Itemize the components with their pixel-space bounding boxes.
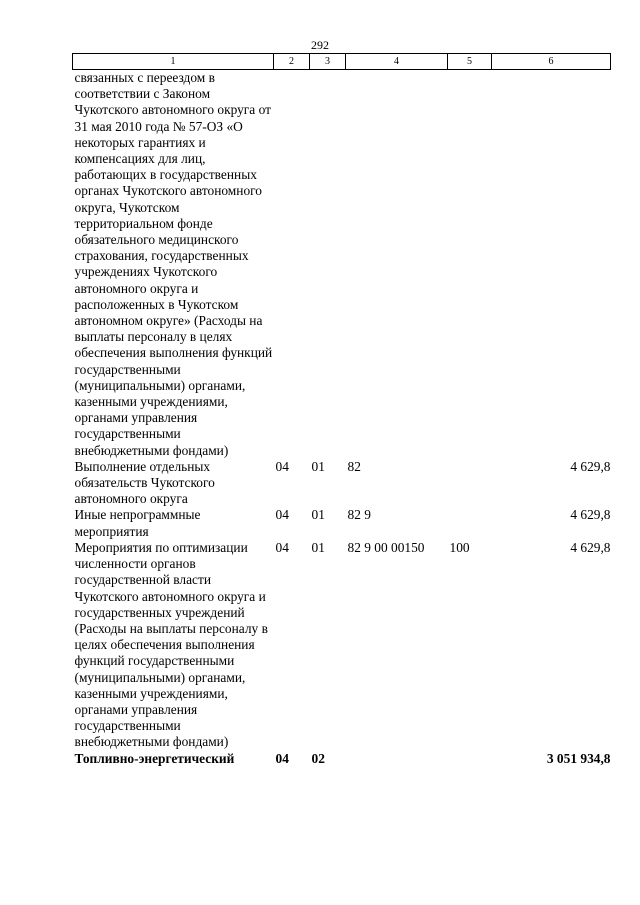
row-subsection: 01	[311, 507, 325, 523]
row-name: Топливно-энергетический	[74, 750, 235, 766]
row-amount: 4 629,8	[570, 539, 611, 555]
row-expense-type	[448, 507, 492, 539]
table-row	[73, 507, 611, 539]
row-name: связанных с переездом в соответствии с Законом Чукотского автономного округа от 31 мая 2010 года № 57-ОЗ «О некоторых гарантиях и компенсациях для лиц, работающих в государственных органах Чукотского автономного округа, Чукотском территориальном фонде обязательного медицинского страхования, государственных учреждениях Чукотского автономного округа и расположенных в Чукотском автономном округе» (Расходы на выплаты персоналу в целях обеспечения выполнения функций государственными (муниципальными) органами, казенными учреждениями, органами управления государственными внебюджетными фондами)	[74, 70, 273, 458]
row-amount: 4 629,8	[570, 507, 611, 523]
row-amount	[492, 70, 611, 459]
row-subsection	[310, 70, 346, 459]
table-row	[73, 70, 611, 459]
row-target-article: 82 9	[347, 507, 371, 523]
row-expense-type	[448, 751, 492, 767]
row-name: Мероприятия по оптимизации численности органов государственной власти Чукотского автономного округа и государственных учреждений (Расходы на выплаты персоналу в целях обеспечения выполнения функций государственными (муниципальными) органами, казенными учреждениями, органами управления государственными внебюджетными фондами)	[74, 539, 268, 750]
row-amount: 4 629,8	[570, 458, 611, 474]
table-row	[73, 751, 611, 767]
row-subsection: 02	[311, 750, 325, 766]
row-target-article: 82 9 00 00150	[347, 539, 425, 555]
header-row	[73, 54, 611, 70]
row-subsection: 01	[311, 539, 325, 555]
row-expense-type	[448, 459, 492, 508]
table-row	[73, 540, 611, 751]
page-number: 292	[311, 38, 329, 52]
header-col-5: 5	[448, 54, 492, 70]
row-section: 04	[275, 750, 289, 766]
row-name: Выполнение отдельных обязательств Чукотского автономного округа	[74, 458, 215, 507]
row-name: Иные непрограммные мероприятия	[74, 507, 201, 539]
row-amount: 3 051 934,8	[546, 750, 611, 766]
row-subsection: 01	[311, 458, 325, 474]
row-expense-type	[448, 70, 492, 459]
header-col-3: 3	[310, 54, 346, 70]
row-section	[274, 70, 310, 459]
header-col-2: 2	[274, 54, 310, 70]
header-col-4: 4	[346, 54, 448, 70]
row-section: 04	[275, 507, 289, 523]
header-col-6: 6	[492, 54, 611, 70]
row-target-article: 82	[347, 458, 361, 474]
row-target-article	[346, 70, 448, 459]
row-section: 04	[275, 458, 289, 474]
header-col-1: 1	[73, 54, 274, 70]
budget-table	[72, 53, 611, 767]
row-target-article	[346, 751, 448, 767]
table-row	[73, 459, 611, 508]
row-section: 04	[275, 539, 289, 555]
row-expense-type: 100	[449, 539, 470, 555]
